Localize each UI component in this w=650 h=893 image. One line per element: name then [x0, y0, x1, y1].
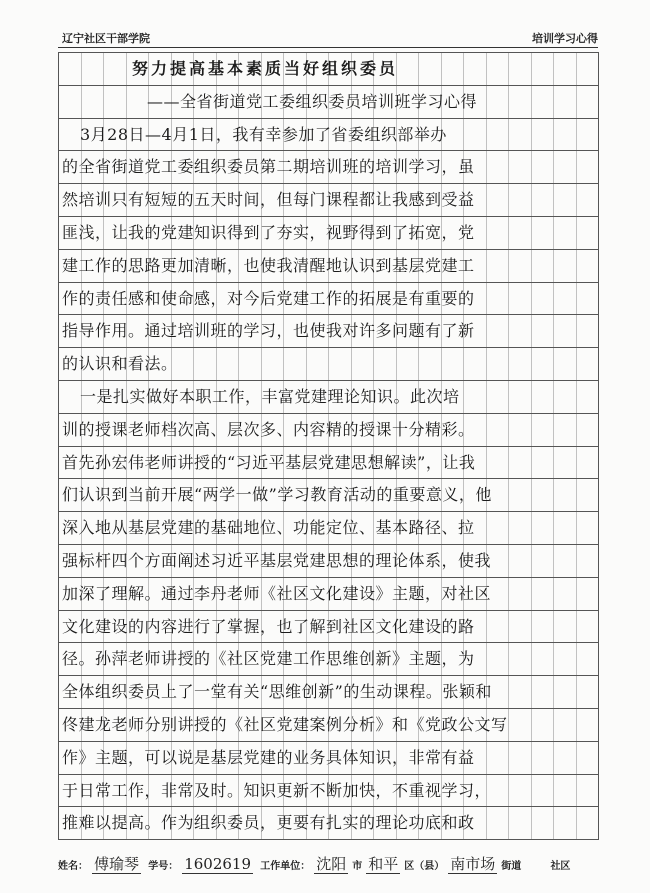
- community-label: 社区: [550, 861, 571, 872]
- name-label: 姓名：: [58, 861, 88, 872]
- essay-line: 文化建设的内容进行了掌握，也了解到社区文化建设的路: [62, 616, 475, 636]
- district-label: 区（县）: [404, 861, 445, 872]
- street-value: 南市场: [450, 855, 496, 873]
- essay-line: 于日常工作，非常及时。知识更新不断加快，不重视学习，: [62, 780, 492, 800]
- essay-line: 3月28日—4月1日，我有幸参加了省委组织部举办: [80, 124, 447, 144]
- grid-column-line: [576, 52, 577, 840]
- essay-line: 加深了理解。通过李丹老师《社区文化建设》主题，对社区: [62, 583, 492, 603]
- essay-subtitle: ——全省街道党工委组织委员培训班学习心得: [147, 91, 478, 111]
- street-label: 街道: [501, 861, 522, 872]
- essay-line: 推难以提高。作为组织委员，更要有扎实的理论功底和政: [62, 813, 475, 833]
- student-id-label: 学号：: [148, 861, 179, 872]
- essay-line: 然培训只有短短的五天时间，但每门课程都让我感到受益: [62, 190, 475, 210]
- essay-line: 作》主题，可以说是基层党建的业务具体知识，非常有益: [62, 747, 475, 767]
- essay-line: 匪浅，让我的党建知识得到了夯实，视野得到了拓宽，党: [62, 223, 475, 242]
- essay-line: 深入地从基层党建的基础地位、功能定位、基本路径、拉: [62, 518, 475, 538]
- essay-line: 佟建龙老师分别讲授的《社区党建案例分析》和《党政公文写: [62, 715, 508, 734]
- grid-column-line: [598, 52, 599, 840]
- essay-line: 建工作的思路更加清晰，也使我清醒地认识到基层党建工: [62, 255, 475, 275]
- essay-line: 的全省街道党工委组织委员第二期培训班的培训学习，虽: [62, 157, 475, 177]
- essay-line: 径。孙萍老师讲授的《社区党建工作思维创新》主题，为: [62, 649, 475, 669]
- student-info-footer: [58, 853, 598, 874]
- student-id-value: 1602619: [184, 855, 252, 873]
- city-label: 市: [352, 861, 363, 872]
- header-institution: 辽宁社区干部学院: [62, 32, 150, 45]
- essay-title: 努力提高基本素质当好组织委员: [132, 59, 399, 78]
- essay-line: 训的授课老师档次高、层次多、内容精的授课十分精彩。: [62, 419, 475, 439]
- header-rule: [58, 47, 598, 48]
- name-value: 傅瑜琴: [94, 855, 140, 873]
- essay-line: 一是扎实做好本职工作，丰富党建理论知识。此次培: [80, 387, 460, 406]
- header-doc-type: 培训学习心得: [532, 32, 598, 45]
- lined-writing-area: [58, 52, 598, 840]
- essay-line: 们认识到当前开展“两学一做”学习教育活动的重要意义，他: [62, 485, 492, 505]
- grid-column-line: [508, 52, 509, 840]
- grid-column-line: [553, 52, 554, 840]
- essay-line: 全体组织委员上了一堂有关“思维创新”的生动课程。张颖和: [62, 682, 492, 702]
- city-value: 沈阳: [316, 855, 347, 873]
- essay-line: 的认识和看法。: [62, 354, 178, 374]
- essay-line: 指导作用。通过培训班的学习，也使我对许多问题有了新: [62, 321, 475, 341]
- essay-line: 作的责任感和使命感，对今后党建工作的拓展是有重要的: [62, 288, 475, 308]
- district-value: 和平: [368, 855, 399, 873]
- essay-line: 强标杆四个方面阐述习近平基层党建思想的理论体系，使我: [62, 551, 492, 570]
- grid-column-line: [58, 52, 59, 840]
- grid-column-line: [531, 52, 532, 840]
- essay-line: 首先孙宏伟老师讲授的“习近平基层党建思想解读”，让我: [62, 452, 476, 472]
- work-unit-label: 工作单位：: [260, 861, 311, 872]
